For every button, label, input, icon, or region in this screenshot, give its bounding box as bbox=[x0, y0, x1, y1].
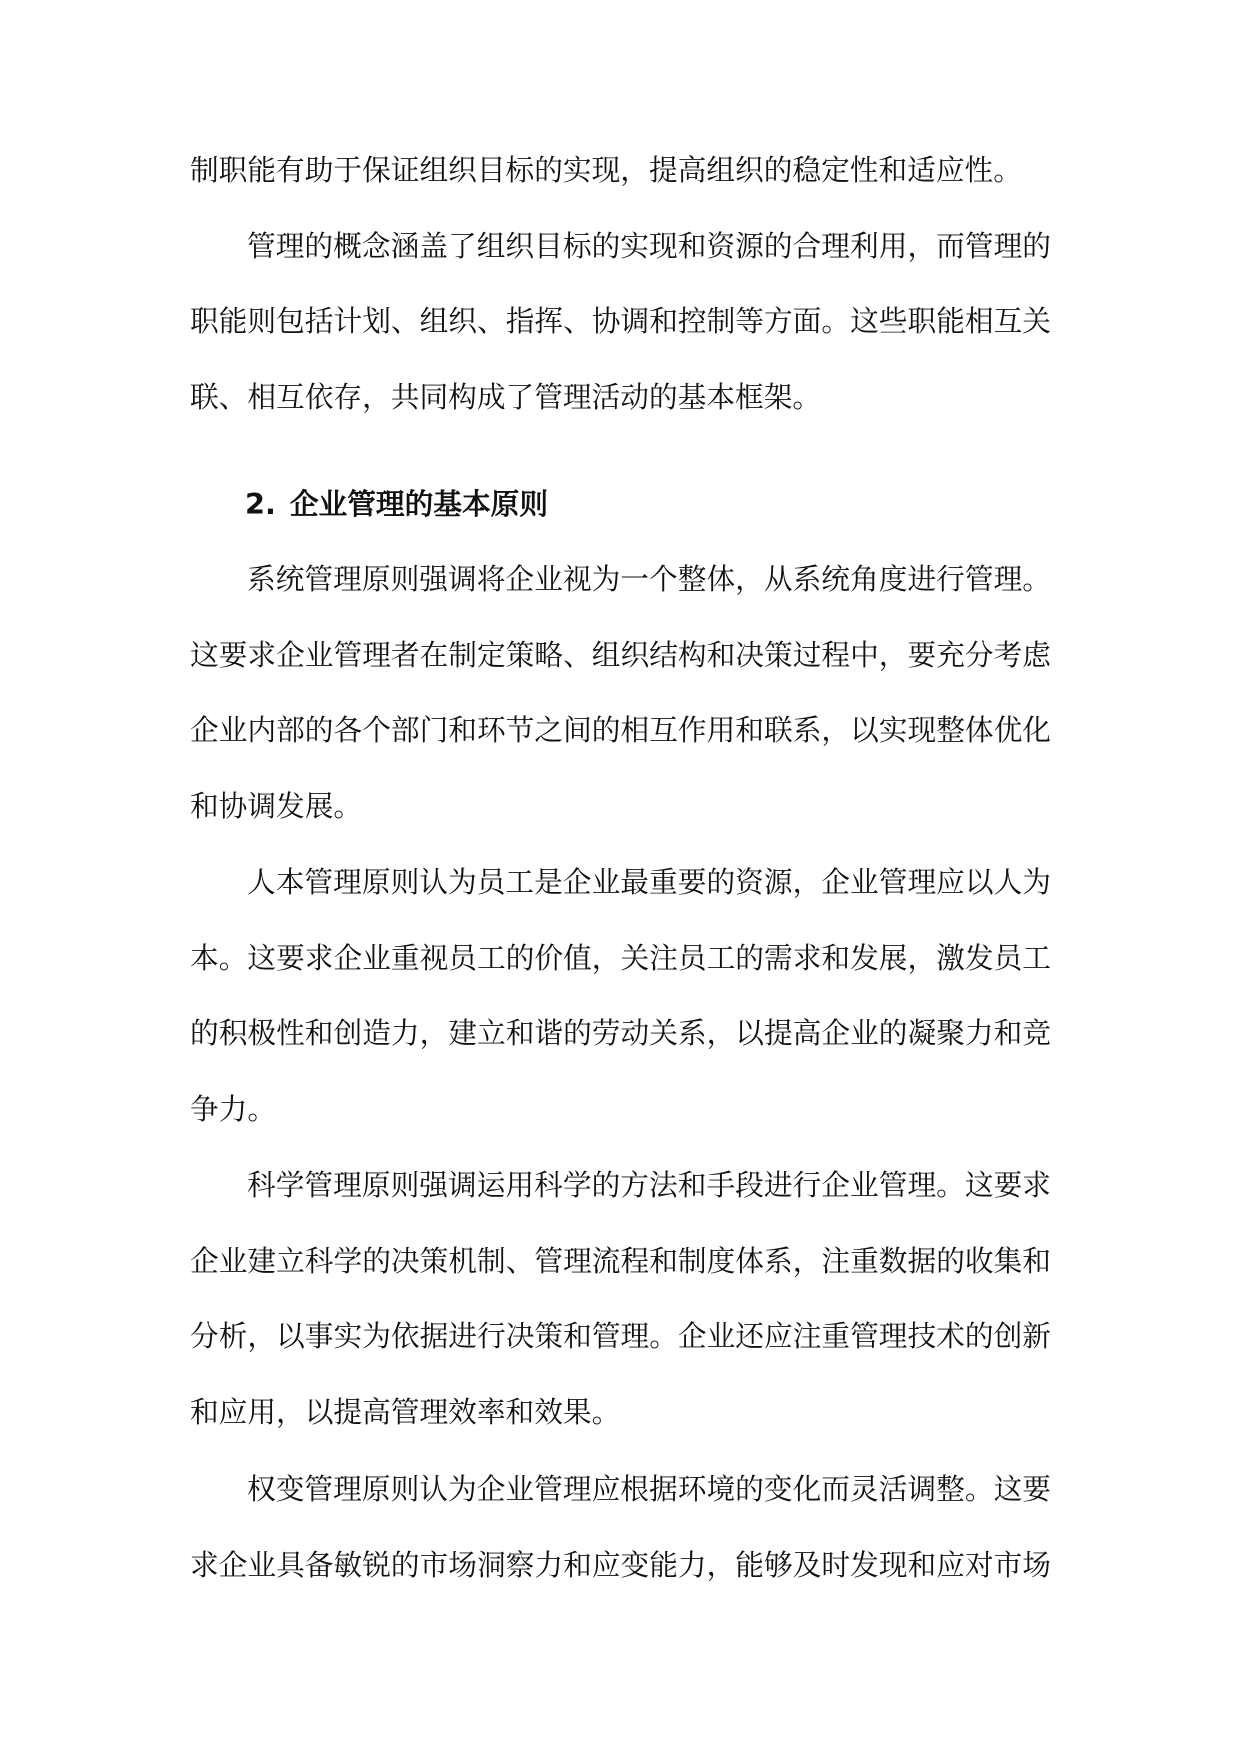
section-title: 企业管理的基本原则 bbox=[289, 487, 549, 521]
text-line: 和应用，以提高管理效率和效果。 bbox=[190, 1394, 621, 1429]
text-line: 争力。 bbox=[190, 1091, 277, 1126]
text-line: 科学管理原则强调运用科学的方法和手段进行企业管理。这要求 bbox=[247, 1168, 1051, 1202]
paragraph-management-concept bbox=[190, 209, 1051, 436]
text-line: 分析，以事实为依据进行决策和管理。企业还应注重管理技术的创新 bbox=[190, 1319, 1051, 1353]
paragraph-human-principle bbox=[190, 845, 1051, 1147]
text-line: 人本管理原则认为员工是企业最重要的资源，企业管理应以人为 bbox=[247, 865, 1051, 899]
text-line: 制职能有助于保证组织目标的实现，提高组织的稳定性和适应性。 bbox=[190, 153, 1022, 187]
paragraph-continuation bbox=[190, 133, 1051, 209]
text-line: 的积极性和创造力，建立和谐的劳动关系，以提高企业的凝聚力和竞 bbox=[190, 1016, 1051, 1050]
text-line: 企业内部的各个部门和环节之间的相互作用和联系，以实现整体优化 bbox=[190, 713, 1051, 747]
text-line: 和协调发展。 bbox=[190, 788, 363, 823]
text-line: 系统管理原则强调将企业视为一个整体，从系统角度进行管理。 bbox=[247, 562, 1051, 596]
text-line: 这要求企业管理者在制定策略、组织结构和决策过程中，要充分考虑 bbox=[190, 637, 1051, 672]
paragraph-science-principle bbox=[190, 1148, 1051, 1450]
paragraph-system-principle bbox=[190, 542, 1051, 844]
section-number: 2. bbox=[245, 487, 276, 521]
text-line: 联、相互依存，共同构成了管理活动的基本框架。 bbox=[190, 379, 822, 414]
text-line: 权变管理原则认为企业管理应根据环境的变化而灵活调整。这要 bbox=[247, 1472, 1051, 1506]
paragraph-contingency-principle bbox=[190, 1452, 1051, 1603]
text-line: 职能则包括计划、组织、指挥、协调和控制等方面。这些职能相互关 bbox=[190, 304, 1051, 338]
text-line: 求企业具备敏锐的市场洞察力和应变能力，能够及时发现和应对市场 bbox=[190, 1547, 1051, 1582]
section-heading bbox=[245, 467, 548, 543]
text-line: 企业建立科学的决策机制、管理流程和制度体系，注重数据的收集和 bbox=[190, 1243, 1051, 1278]
text-line: 管理的概念涵盖了组织目标的实现和资源的合理利用，而管理的 bbox=[247, 228, 1051, 263]
text-line: 本。这要求企业重视员工的价值，关注员工的需求和发展，激发员工 bbox=[190, 940, 1051, 975]
